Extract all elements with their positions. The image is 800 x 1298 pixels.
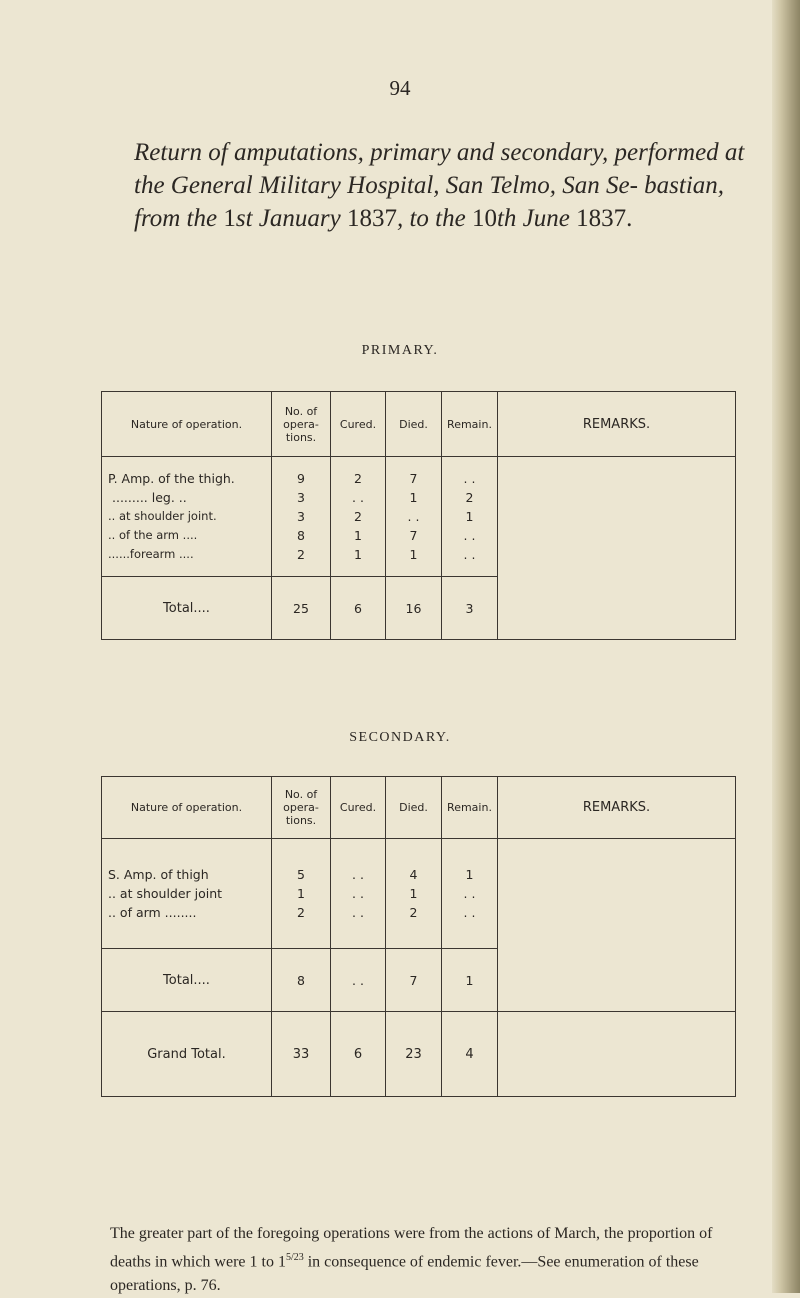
footnote-text-end: in consequence of endemic fever.—See enumeration of these operations, p. 76. bbox=[110, 1253, 699, 1295]
value: 2 bbox=[297, 547, 305, 562]
died-cell bbox=[386, 839, 442, 949]
footnote-fraction: 5/23 bbox=[285, 1252, 304, 1263]
title-text-6: , to the bbox=[396, 205, 472, 232]
col-header-died: Died. bbox=[386, 777, 442, 839]
value: 1 bbox=[297, 886, 305, 901]
value: 1 bbox=[409, 886, 418, 901]
value: 5 bbox=[297, 867, 305, 882]
remarks-cell bbox=[498, 457, 736, 640]
value: 2 bbox=[354, 509, 362, 524]
title-text-4: January bbox=[252, 205, 347, 232]
secondary-table bbox=[101, 776, 736, 1097]
value: 1 bbox=[354, 528, 362, 543]
grand-total-remarks bbox=[498, 1012, 736, 1097]
col-header-operations: No. of opera- tions. bbox=[272, 392, 331, 457]
value: 1 bbox=[409, 547, 418, 562]
value: 1 bbox=[465, 867, 474, 882]
value: . . bbox=[407, 509, 420, 524]
document-title bbox=[134, 136, 754, 235]
total-died: 16 bbox=[386, 577, 442, 640]
value: . . bbox=[463, 528, 476, 543]
title-text-2: 1 bbox=[223, 205, 236, 232]
value: 2 bbox=[297, 905, 305, 920]
primary-heading: PRIMARY. bbox=[361, 343, 439, 358]
remain-cell bbox=[442, 839, 498, 949]
operations-cell bbox=[272, 457, 331, 577]
total-cured: 6 bbox=[331, 577, 386, 640]
title-text-5: 1837 bbox=[346, 205, 397, 232]
value: . . bbox=[352, 867, 364, 882]
value: 9 bbox=[297, 471, 305, 486]
total-label: Total.... bbox=[102, 577, 272, 640]
value: . . bbox=[352, 886, 364, 901]
col-header-nature: Nature of operation. bbox=[102, 392, 272, 457]
value: 2 bbox=[409, 905, 418, 920]
col-header-remarks: REMARKS. bbox=[498, 777, 736, 839]
total-remain: 3 bbox=[442, 577, 498, 640]
footnote-text: The greater part of the foregoing operations were from the actions of March, the proportion of deaths in which were 1 to 1 bbox=[110, 1225, 713, 1271]
cured-cell bbox=[331, 457, 386, 577]
died-cell bbox=[386, 457, 442, 577]
value: . . bbox=[463, 905, 476, 920]
grand-total-died: 23 bbox=[386, 1012, 442, 1097]
value: . . bbox=[463, 886, 476, 901]
title-text-3: st bbox=[235, 205, 253, 232]
grand-total-label: Grand Total. bbox=[102, 1012, 272, 1097]
value: 4 bbox=[409, 867, 418, 882]
footnote bbox=[110, 1222, 750, 1298]
nature-line: ......... leg. .. bbox=[112, 490, 187, 505]
value: 8 bbox=[297, 528, 305, 543]
value: 2 bbox=[465, 490, 474, 505]
page-edge-shadow bbox=[772, 0, 800, 1293]
total-operations: 8 bbox=[272, 949, 331, 1012]
value: 3 bbox=[297, 509, 305, 524]
nature-line: .. at shoulder joint. bbox=[108, 509, 217, 523]
secondary-heading: SECONDARY. bbox=[349, 730, 451, 745]
primary-table-wrap bbox=[101, 391, 736, 640]
page-number: 94 bbox=[389, 76, 411, 100]
value: . . bbox=[463, 471, 476, 486]
title-text-1: Return of amputations, primary and secondary, performed at the General Military Hospital, San Telmo, San Se- bastian, from the bbox=[134, 139, 745, 232]
total-cured: . . bbox=[331, 949, 386, 1012]
cured-cell bbox=[331, 839, 386, 949]
col-header-cured: Cured. bbox=[331, 392, 386, 457]
value: 1 bbox=[409, 490, 418, 505]
total-operations: 25 bbox=[272, 577, 331, 640]
value: 1 bbox=[465, 509, 474, 524]
nature-line: .. at shoulder joint bbox=[108, 886, 223, 901]
col-header-operations: No. of opera- tions. bbox=[272, 777, 331, 839]
value: . . bbox=[352, 490, 364, 505]
title-text-9: 1837. bbox=[576, 205, 633, 232]
grand-total-cured: 6 bbox=[331, 1012, 386, 1097]
nature-line: S. Amp. of thigh bbox=[108, 867, 209, 882]
value: 7 bbox=[409, 471, 418, 486]
col-header-cured: Cured. bbox=[331, 777, 386, 839]
value: . . bbox=[352, 905, 364, 920]
table-row bbox=[102, 457, 736, 577]
value: 7 bbox=[409, 528, 418, 543]
nature-line: ......forearm .... bbox=[108, 547, 194, 561]
total-remain: 1 bbox=[442, 949, 498, 1012]
title-text-8: th June bbox=[496, 205, 577, 232]
col-header-died: Died. bbox=[386, 392, 442, 457]
col-header-remain: Remain. bbox=[442, 777, 498, 839]
nature-line: .. of arm ........ bbox=[108, 905, 197, 920]
grand-total-operations: 33 bbox=[272, 1012, 331, 1097]
grand-total-remain: 4 bbox=[442, 1012, 498, 1097]
primary-table bbox=[101, 391, 736, 640]
remain-cell bbox=[442, 457, 498, 577]
value: 1 bbox=[354, 547, 362, 562]
title-text-7: 10 bbox=[471, 205, 497, 232]
nature-line: P. Amp. of the thigh. bbox=[108, 471, 235, 486]
nature-cell bbox=[102, 457, 272, 577]
total-label: Total.... bbox=[102, 949, 272, 1012]
nature-line: .. of the arm .... bbox=[108, 528, 198, 542]
value: 3 bbox=[297, 490, 305, 505]
grand-total-row bbox=[102, 1012, 736, 1097]
remarks-cell bbox=[498, 839, 736, 1012]
table-row bbox=[102, 839, 736, 949]
secondary-table-wrap bbox=[101, 776, 736, 1097]
nature-cell bbox=[102, 839, 272, 949]
total-died: 7 bbox=[386, 949, 442, 1012]
value: 2 bbox=[354, 471, 362, 486]
col-header-remain: Remain. bbox=[442, 392, 498, 457]
value: . . bbox=[463, 547, 476, 562]
col-header-nature: Nature of operation. bbox=[102, 777, 272, 839]
col-header-remarks: REMARKS. bbox=[498, 392, 736, 457]
operations-cell bbox=[272, 839, 331, 949]
